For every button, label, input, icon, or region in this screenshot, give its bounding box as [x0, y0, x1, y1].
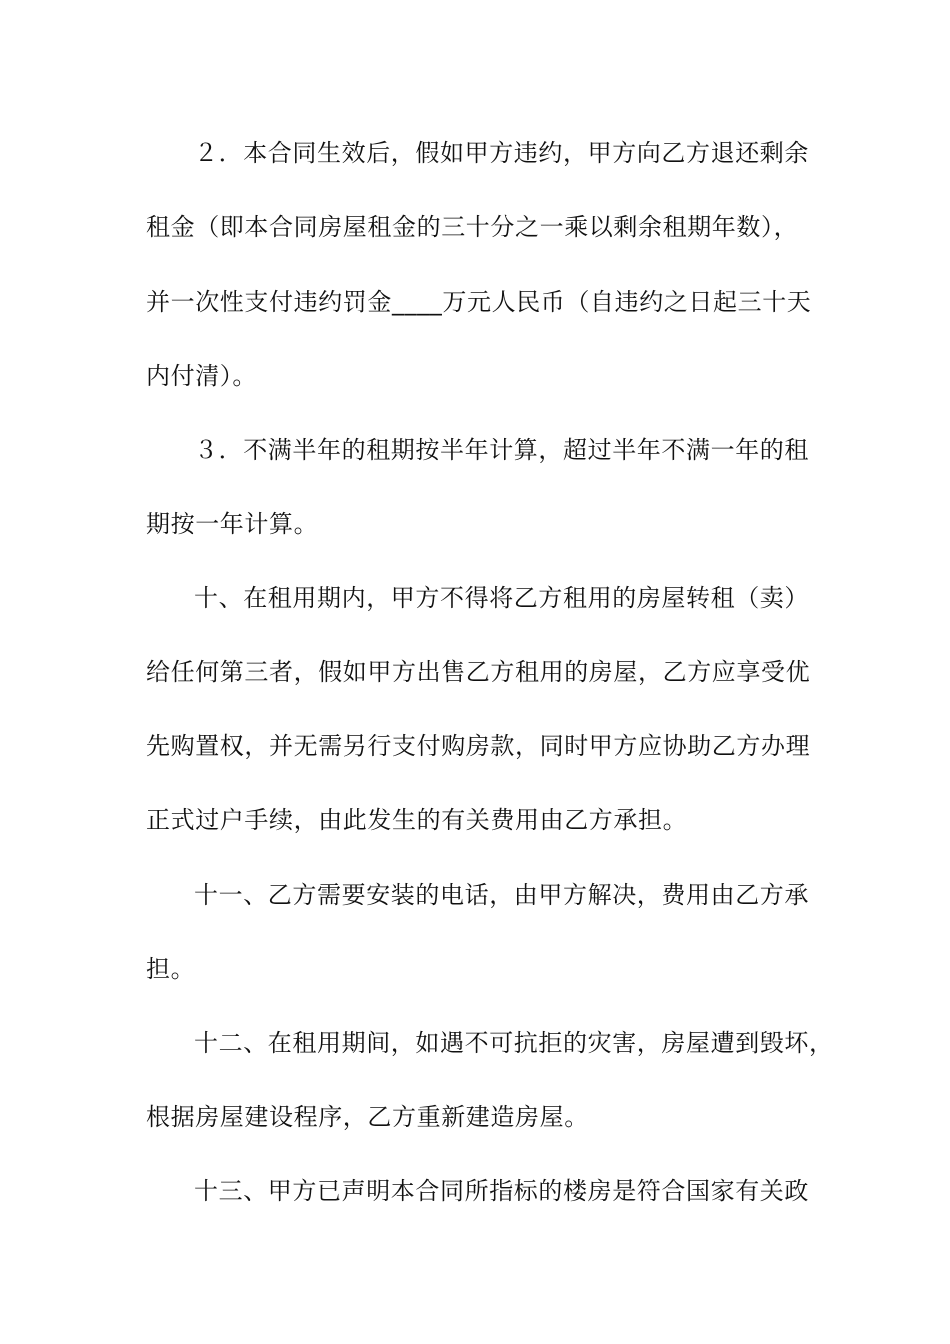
paragraph-line: 期按一年计算。: [146, 510, 319, 538]
paragraph-line: 租金（即本合同房屋租金的三十分之一乘以剩余租期年数），: [146, 213, 799, 241]
paragraph-line: 十、在租用期内，甲方不得将乙方租用的房屋转租（卖）: [194, 584, 809, 612]
paragraph-line: 给任何第三者，假如甲方出售乙方租用的房屋，乙方应享受优: [146, 658, 811, 686]
paragraph-line: 正式过户手续，由此发生的有关费用由乙方承担。: [146, 806, 688, 834]
paragraph-line: ３．不满半年的租期按半年计算，超过半年不满一年的租: [194, 436, 809, 464]
paragraph-line: 担。: [146, 955, 196, 983]
paragraph-line: 并一次性支付违约罚金____万元人民币（自违约之日起三十天: [146, 288, 812, 316]
paragraph-line: 十一、乙方需要安装的电话，由甲方解决，费用由乙方承: [194, 881, 809, 909]
paragraph-line: 十二、在租用期间，如遇不可抗拒的灾害，房屋遭到毁坏，: [194, 1029, 834, 1057]
paragraph-line: 十三、甲方已声明本合同所指标的楼房是符合国家有关政: [194, 1177, 809, 1205]
paragraph-line: 先购置权，并无需另行支付购房款，同时甲方应协助乙方办理: [146, 732, 811, 760]
paragraph-line: 内付清）。: [146, 362, 257, 390]
paragraph-line: ２．本合同生效后，假如甲方违约，甲方向乙方退还剩余: [194, 139, 809, 167]
paragraph-line: 根据房屋建设程序，乙方重新建造房屋。: [146, 1103, 589, 1131]
